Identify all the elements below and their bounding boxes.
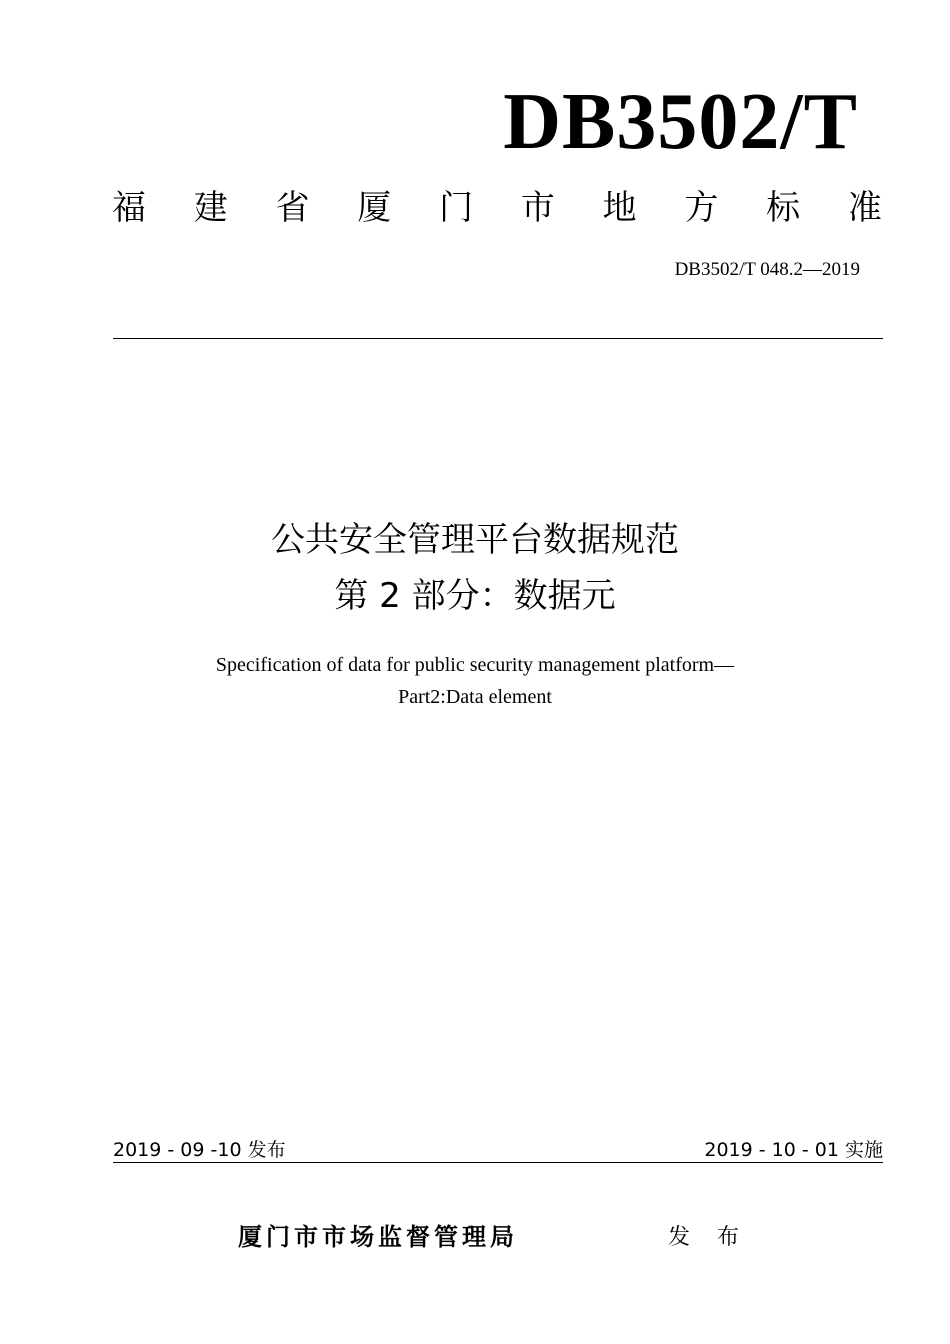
issue-date: 2019 - 09 -10 发布 — [113, 1139, 286, 1161]
implementation-date: 2019 - 10 - 01 实施 — [704, 1139, 883, 1161]
category-char: 地 — [602, 188, 637, 228]
category-char: 建 — [193, 188, 228, 228]
issuing-authority: 厦门市市场监督管理局 — [238, 1223, 518, 1251]
category-char: 市 — [520, 188, 555, 228]
category-char: 厦 — [357, 188, 392, 228]
bottom-divider — [113, 1162, 883, 1163]
category-char: 福 — [112, 188, 146, 228]
category-char: 标 — [766, 188, 801, 228]
chinese-title-line-1: 公共安全管理平台数据规范 — [271, 520, 679, 560]
chinese-title-line-2: 第 2 部分：数据元 — [334, 576, 616, 616]
standard-code: DB3502/T — [503, 78, 858, 166]
category-char: 省 — [275, 188, 310, 228]
category-char: 准 — [847, 188, 882, 228]
publish-label: 发 布 — [668, 1225, 749, 1250]
english-title-line-1: Specification of data for public security management platform— — [215, 654, 735, 676]
category-char: 方 — [684, 188, 719, 228]
english-title-line-2: Part2:Data element — [398, 686, 552, 708]
top-divider — [113, 338, 883, 339]
standard-category — [112, 186, 882, 230]
standard-number: DB3502/T 048.2—2019 — [674, 259, 860, 280]
category-char: 门 — [439, 188, 474, 228]
